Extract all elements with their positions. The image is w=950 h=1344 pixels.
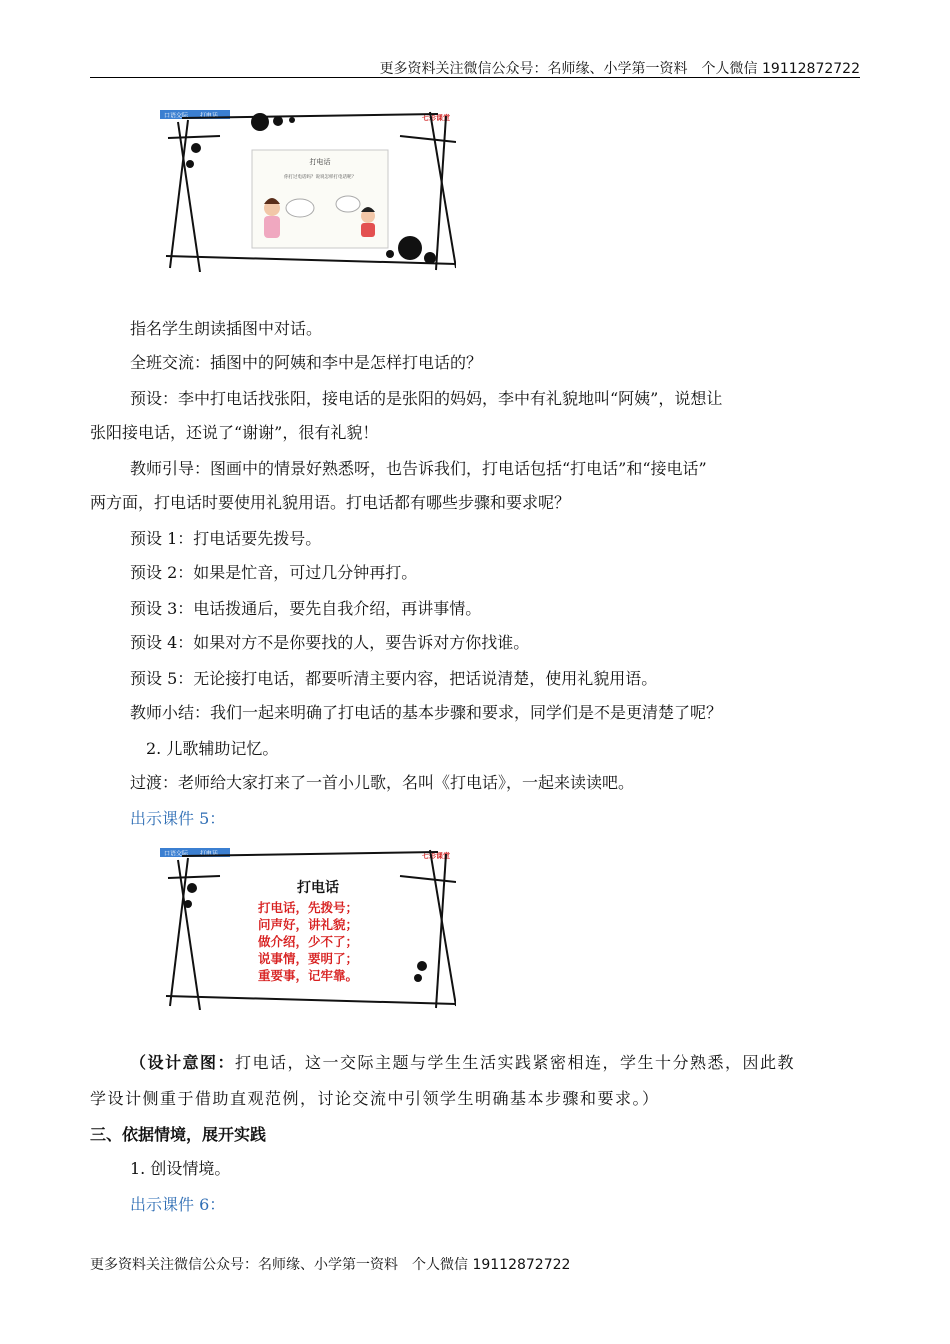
slide-topbar-left: 口语交际 <box>164 850 189 858</box>
paragraph-preset-a: 预设：李中打电话找张阳，接电话的是张阳的妈妈，李中有礼貌地叫“阿姨”，说想让 <box>130 389 723 408</box>
rhyme-title: 打电话 <box>297 880 339 896</box>
slide-topbar-left: 口语交际 <box>164 112 189 120</box>
page-header: 更多资料关注微信公众号：名师缘、小学第一资料 个人微信 19112872722 <box>379 61 860 77</box>
page-footer: 更多资料关注微信公众号：名师缘、小学第一资料 个人微信 19112872722 <box>90 1257 571 1273</box>
card-line: 你打过电话吗？说说怎样打电话呢？ <box>284 175 356 180</box>
paragraph-teacher-guide-cont: 两方面，打电话时要使用礼貌用语。打电话都有哪些步骤和要求呢？ <box>90 493 571 512</box>
slide-topbar-right: 打电话 <box>200 850 219 858</box>
design-intent-text: 打电话，这一交际主题与学生生活实践紧密相连，学生十分熟悉，因此教 <box>235 1053 796 1072</box>
rhyme-lines <box>257 900 358 983</box>
paragraph-preset-a-cont: 张阳接电话，还说了“谢谢”，很有礼貌！ <box>90 423 379 442</box>
woman-figure <box>264 198 280 238</box>
paragraph-teacher-guide: 教师引导：图画中的情景好熟悉呀，也告诉我们，打电话包括“打电话”和“接电话” <box>130 459 707 478</box>
bubble-left <box>286 199 314 217</box>
rhyme-line-1: 打电话，先拨号； <box>258 900 359 915</box>
paragraph-show-slide-6: 出示课件 6： <box>130 1195 226 1214</box>
paragraph-design-intent <box>130 1052 795 1074</box>
paragraph-design-intent-cont: 学设计侧重于借助直观范例，讨论交流中引领学生明确基本步骤和要求。） <box>90 1089 660 1108</box>
slide-brand: 七彩课堂 <box>422 114 450 122</box>
design-intent-label: （设计意图： <box>130 1053 236 1072</box>
slide-topbar-right: 打电话 <box>200 112 219 120</box>
paragraph-show-slide-5: 出示课件 5： <box>130 809 226 828</box>
paragraph-create-scene: 1. 创设情境。 <box>130 1159 231 1178</box>
paragraph-preset-2: 预设 2：如果是忙音，可过几分钟再打。 <box>130 563 418 582</box>
slide-image-1 <box>160 108 456 272</box>
slide-brand: 七彩课堂 <box>422 852 450 860</box>
rhyme-line-5: 重要事，记牢靠。 <box>258 968 359 983</box>
paragraph-preset-3: 预设 3：电话拨通后，要先自我介绍，再讲事情。 <box>130 599 482 618</box>
section-heading-3: 三、依据情境，展开实践 <box>90 1125 267 1144</box>
paragraph-preset-5: 预设 5：无论接打电话，都要听清主要内容，把话说清楚，使用礼貌用语。 <box>130 669 658 688</box>
card-title: 打电话 <box>309 158 331 166</box>
paragraph-transition: 过渡：老师给大家打来了一首小儿歌，名叫《打电话》，一起来读读吧。 <box>130 773 635 792</box>
paragraph-rhyme-memory: 2. 儿歌辅助记忆。 <box>146 739 279 758</box>
bubble-right <box>336 196 360 212</box>
paragraph-class-discuss: 全班交流：插图中的阿姨和李中是怎样打电话的？ <box>130 353 483 372</box>
rhyme-line-4: 说事情，要明了； <box>258 951 359 966</box>
paragraph-teacher-summary: 教师小结：我们一起来明确了打电话的基本步骤和要求，同学们是不是更清楚了呢？ <box>130 703 723 722</box>
paragraph-preset-4: 预设 4：如果对方不是你要找的人，要告诉对方你找谁。 <box>130 633 530 652</box>
slide-image-2 <box>160 846 456 1010</box>
rhyme-line-2: 问声好，讲礼貌； <box>258 917 359 932</box>
header-divider <box>90 77 860 78</box>
rhyme-line-3: 做介绍，少不了； <box>258 934 359 949</box>
paragraph-read-dialog: 指名学生朗读插图中对话。 <box>130 319 323 338</box>
paragraph-preset-1: 预设 1：打电话要先拨号。 <box>130 529 322 548</box>
